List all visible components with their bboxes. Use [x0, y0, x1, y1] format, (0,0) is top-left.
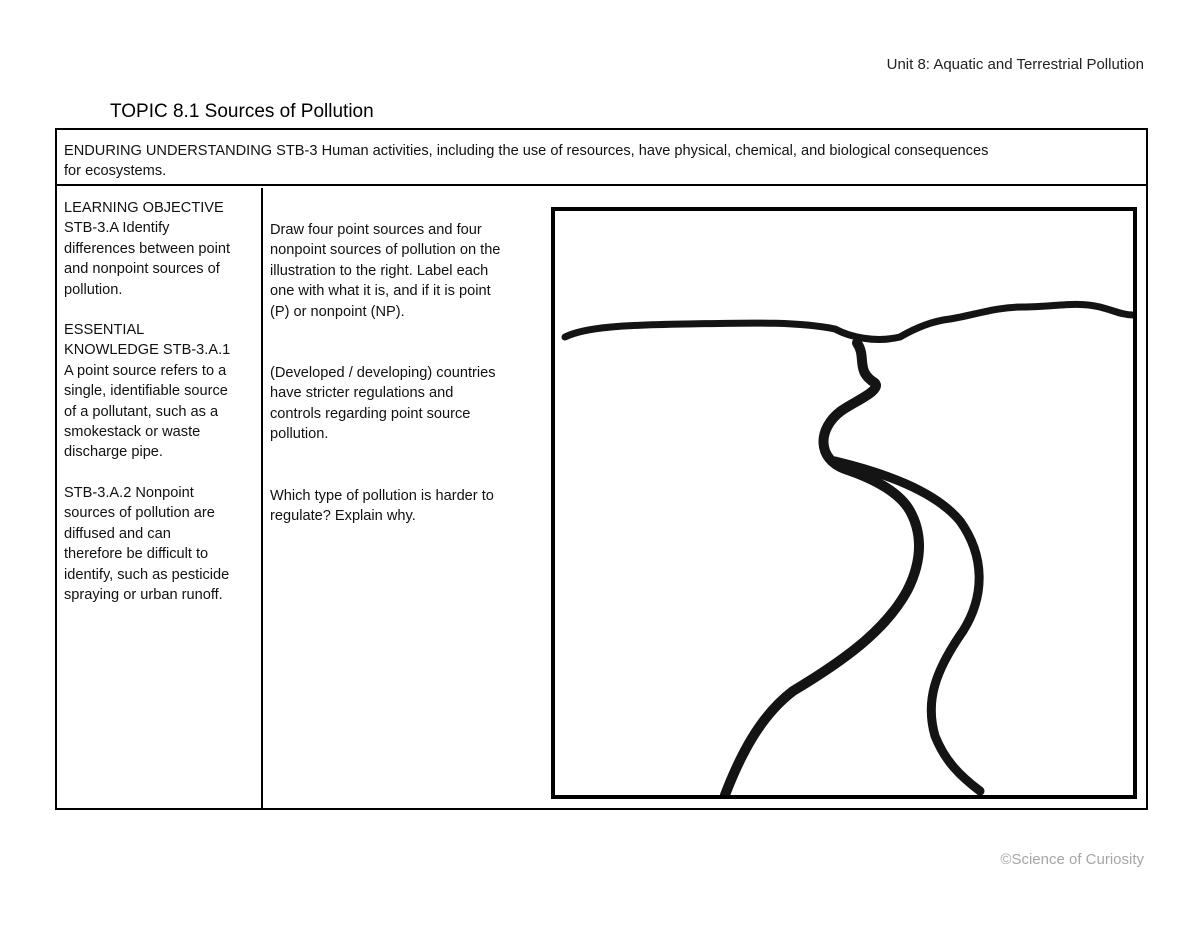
essential-knowledge-2-line: sources of pollution are	[64, 505, 215, 522]
enduring-understanding-line-2: for ecosystems.	[64, 163, 167, 179]
essential-knowledge-2-line: identify, such as pesticide	[64, 566, 230, 583]
harder-question-line: regulate? Explain why.	[270, 508, 416, 525]
drawing-task-line: (P) or nonpoint (NP).	[270, 303, 405, 320]
enduring-understanding-line-1: ENDURING UNDERSTANDING STB-3 Human activities, including the use of resources, have physical, chemical, and biological consequences	[64, 143, 989, 159]
essential-knowledge-2-line: spraying or urban runoff.	[64, 586, 223, 603]
essential-knowledge-1-line: single, identifiable source	[64, 383, 228, 400]
drawing-task-line: Draw four point sources and four	[270, 222, 482, 238]
harder-to-regulate-question	[270, 486, 545, 527]
learning-objective-line: pollution.	[64, 281, 123, 298]
drawing-task-line: one with what it is, and if it is point	[270, 283, 491, 300]
drawing-task-line: illustration to the right. Label each	[270, 262, 489, 279]
essential-knowledge-2-line: therefore be difficult to	[64, 546, 209, 563]
learning-objective-line: differences between point	[64, 240, 231, 257]
spacer	[64, 463, 261, 483]
essential-knowledge-1-line: ESSENTIAL	[64, 322, 145, 339]
regulations-question-line: controls regarding point source	[270, 405, 471, 422]
learning-objective-line: LEARNING OBJECTIVE	[64, 200, 224, 216]
worksheet-table	[55, 128, 1148, 810]
river-illustration	[555, 211, 1133, 795]
regulations-question-line: pollution.	[270, 426, 329, 443]
regulations-question-line: have stricter regulations and	[270, 385, 454, 402]
drawing-area[interactable]	[551, 207, 1137, 799]
essential-knowledge-1-line: smokestack or waste	[64, 424, 201, 441]
learning-objective-line: and nonpoint sources of	[64, 261, 220, 278]
learning-objective-line: STB-3.A Identify	[64, 220, 170, 237]
essential-knowledge-2-line: diffused and can	[64, 525, 171, 542]
essential-knowledge-1-line: of a pollutant, such as a	[64, 403, 219, 420]
page-title: TOPIC 8.1 Sources of Pollution	[110, 101, 374, 122]
instructions-column	[270, 220, 545, 526]
enduring-understanding-row	[57, 130, 1146, 186]
essential-knowledge-1-line: KNOWLEDGE STB-3.A.1	[64, 342, 231, 359]
essential-knowledge-1-line: A point source refers to a	[64, 362, 227, 379]
drawing-task-line: nonpoint sources of pollution on the	[270, 242, 501, 259]
essential-knowledge-2-line: STB-3.A.2 Nonpoint	[64, 484, 194, 501]
spacer	[64, 300, 261, 320]
horizon-line	[565, 304, 1133, 339]
regulations-question	[270, 363, 545, 445]
harder-question-line: Which type of pollution is harder to	[270, 487, 494, 504]
regulations-question-line: (Developed / developing) countries	[270, 365, 496, 382]
drawing-task-text	[270, 220, 545, 322]
river-left-bank	[725, 343, 919, 795]
learning-objective-column	[57, 188, 263, 808]
essential-knowledge-1-line: discharge pipe.	[64, 444, 163, 461]
unit-header: Unit 8: Aquatic and Terrestrial Pollution	[886, 56, 1144, 73]
copyright-notice: ©Science of Curiosity	[1000, 851, 1144, 868]
